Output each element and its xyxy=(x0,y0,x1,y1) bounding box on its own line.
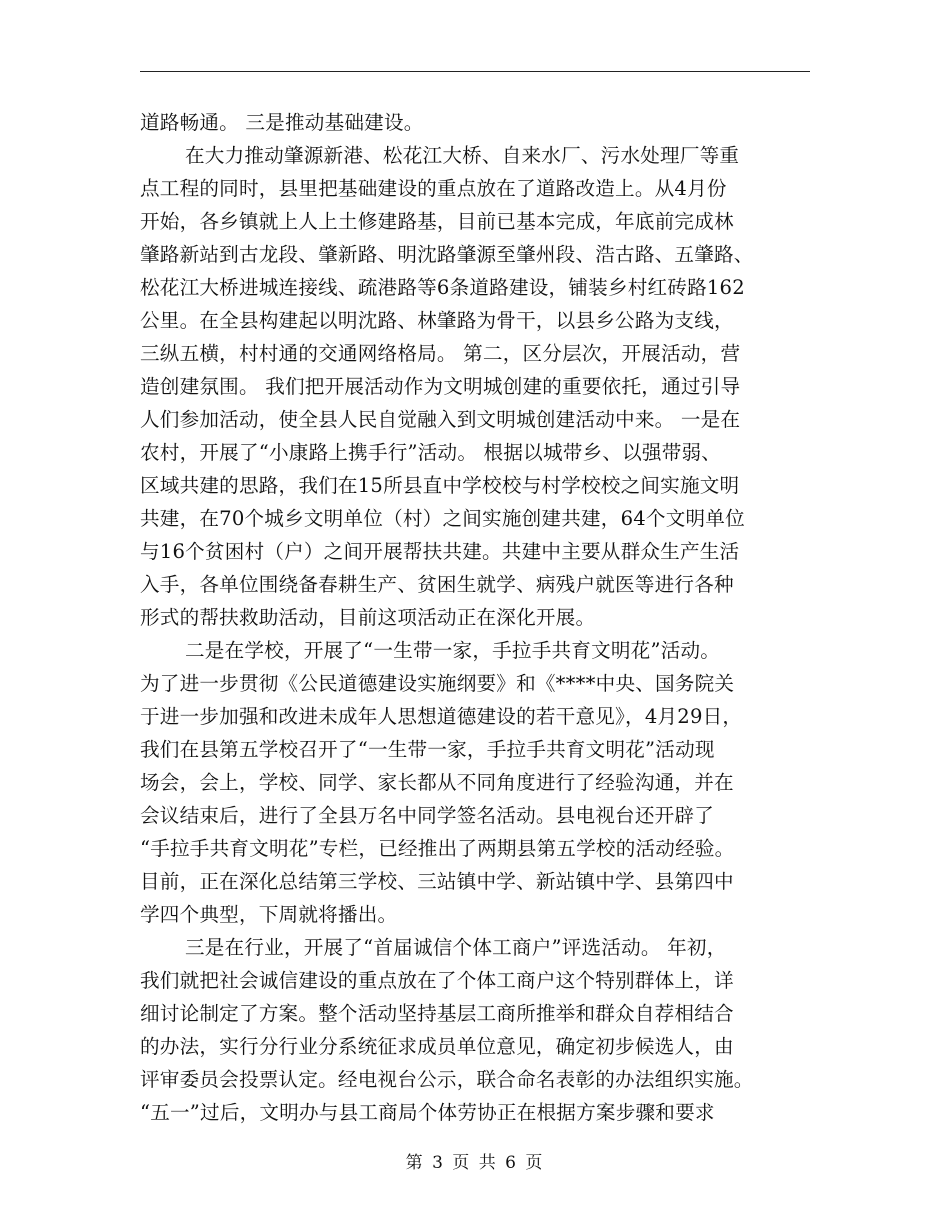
document-body xyxy=(140,106,810,1129)
text-line: 二是在学校，开展了“一生带一家，手拉手共育文明花”活动。 xyxy=(185,639,721,662)
text-line: 点工程的同时，县里把基础建设的重点放在了道路改造上。从4月份 xyxy=(140,177,727,200)
text-line: 场会，会上，学校、同学、家长都从不同角度进行了经验沟通，并在 xyxy=(140,771,734,794)
text-line: 农村，开展了“小康路上携手行”活动。 根据以城带乡、以强带弱、 xyxy=(140,441,722,464)
text-line: 三是在行业，开展了“首届诚信个体工商户”评选活动。 年初， xyxy=(185,936,727,959)
text-line: 为了进一步贯彻《公民道德建设实施纲要》和《****中央、国务院关 xyxy=(140,672,735,695)
text-line: 学四个典型，下周就将播出。 xyxy=(140,903,398,926)
text-line: 松花江大桥进城连接线、疏港路等6条道路建设，铺装乡村红砖路162 xyxy=(140,276,745,299)
text-line: 细讨论制定了方案。整个活动坚持基层工商所推举和群众自荐相结合 xyxy=(140,1002,734,1025)
text-line: 在大力推动肇源新港、松花江大桥、自来水厂、污水处理厂等重 xyxy=(185,144,740,167)
text-line: 区域共建的思路，我们在15所县直中学校校与村学校校之间实施文明 xyxy=(140,474,740,497)
text-line: 与16个贫困村（户）之间开展帮扶共建。共建中主要从群众生产生活 xyxy=(140,540,740,563)
text-line: 目前，正在深化总结第三学校、三站镇中学、新站镇中学、县第四中 xyxy=(140,870,734,893)
text-line: 会议结束后，进行了全县万名中同学签名活动。县电视台还开辟了 xyxy=(140,804,715,827)
text-line: 入手，各单位围绕备春耕生产、贫困生就学、病残户就医等进行各种 xyxy=(140,573,734,596)
page-footer: 第 3 页 共 6 页 xyxy=(405,1153,545,1173)
text-line: “五一”过后，文明办与县工商局个体劳协正在根据方案步骤和要求 xyxy=(140,1101,715,1124)
text-line: 造创建氛围。 我们把开展活动作为文明城创建的重要依托，通过引导 xyxy=(140,375,741,398)
text-line: 人们参加活动，使全县人民自觉融入到文明城创建活动中来。 一是在 xyxy=(140,408,741,431)
text-line: 三纵五横，村村通的交通网络格局。 第二，区分层次，开展活动，营 xyxy=(140,342,741,365)
text-line: “手拉手共育文明花”专栏，已经推出了两期县第五学校的活动经验。 xyxy=(140,837,735,860)
text-line: 共建，在70个城乡文明单位（村）之间实施创建共建，64个文明单位 xyxy=(140,507,745,530)
text-line: 形式的帮扶救助活动，目前这项活动正在深化开展。 xyxy=(140,606,596,629)
text-line: 开始，各乡镇就上人上土修建路基，目前已基本完成，年底前完成林 xyxy=(140,210,734,233)
text-line: 肇路新站到古龙段、肇新路、明沈路肇源至肇州段、浩古路、五肇路、 xyxy=(140,243,754,266)
text-line: 我们就把社会诚信建设的重点放在了个体工商户这个特别群体上，详 xyxy=(140,969,734,992)
text-line: 道路畅通。 三是推动基础建设。 xyxy=(140,111,424,134)
text-line: 评审委员会投票认定。经电视台公示，联合命名表彰的办法组织实施。 xyxy=(140,1068,754,1091)
text-line: 的办法，实行分行业分系统征求成员单位意见，确定初步候选人，由 xyxy=(140,1035,734,1058)
text-line: 于进一步加强和改进未成年人思想道德建设的若干意见》，4月29日， xyxy=(140,705,743,728)
text-line: 我们在县第五学校召开了“一生带一家，手拉手共育文明花”活动现 xyxy=(140,738,715,761)
header-rule xyxy=(140,71,810,72)
text-line: 公里。在全县构建起以明沈路、林肇路为骨干，以县乡公路为支线， xyxy=(140,309,734,332)
